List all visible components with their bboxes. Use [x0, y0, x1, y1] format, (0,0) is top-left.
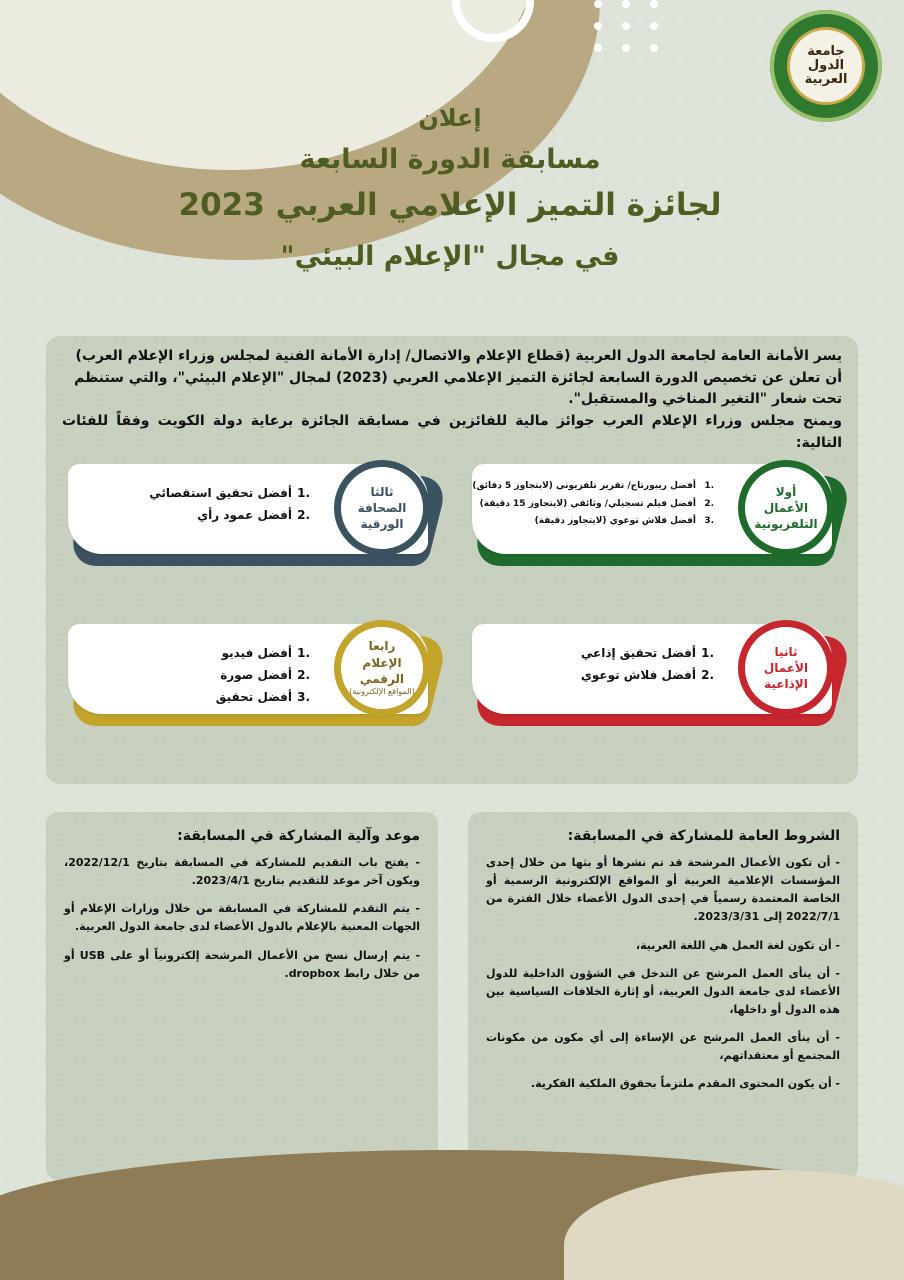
- badge-title-line-1: الأعمال: [763, 660, 809, 675]
- badge-order: ثالثا: [370, 484, 394, 499]
- timeline-title: موعد وآلية المشاركة في المسابقة:: [177, 828, 420, 844]
- announcement-titles: [150, 104, 750, 272]
- badge-title-line-1: الإعلام الرقمي: [359, 655, 405, 686]
- badge-title-line-2: الورقية: [360, 517, 404, 532]
- category-card-tv: [472, 464, 832, 554]
- digital-category-badge: [334, 620, 430, 716]
- tv-items-list: [472, 478, 714, 531]
- list-item: .3أفضل تحقيق: [215, 690, 310, 705]
- intro-line-4: ويمنح مجلس وزراء الإعلام العرب جوائز مالية للفائزين في مسابقة الجائزة برعاية دولة الكويت وفقاً للفئات التالية:: [62, 413, 842, 451]
- tv-category-badge: [738, 460, 834, 556]
- intro-line-1: يسر الأمانة العامة لجامعة الدول العربية (قطاع الإعلام والاتصال/ إدارة الأمانة الفنية لمجلس وزراء الإعلام العرب): [75, 348, 842, 364]
- list-item: .2أفضل عمود رأي: [197, 508, 310, 523]
- timeline-item: - يتم التقدم للمشاركة في المسابقة من خلال وزارات الإعلام أو الجهات المعنية بالإعلام بالدول الأعضاء لدى جامعة الدول العربية.: [64, 902, 420, 934]
- list-item: .1أفضل تحقيق استقصائي: [149, 486, 310, 500]
- title-competition: مسابقة الدورة السابعة: [299, 144, 601, 175]
- condition-item: - أن ينأى العمل المرشح عن التدخل في الشؤون الداخلية للدول الأعضاء لدى جامعة الدول العربية، أو إثارة الخلافات السياسية بين هذه الدول أو داخلها،: [486, 966, 840, 1016]
- badge-order: رابعا: [368, 639, 396, 654]
- badge-order: ثانيا: [774, 644, 798, 659]
- category-card-radio: [472, 624, 832, 714]
- condition-item: - أن تكون الأعمال المرشحة قد تم نشرها أو بثها من خلال إحدى المؤسسات الإعلامية العربية أو المواقع الإلكترونية الرسمية أو الخاصة المعتمدة رسمياً في إحدى الدول الأعضاء خلال الفترة من 2022/7/1 إلى 2023/3/31.: [486, 856, 840, 924]
- list-item: .2أفضل فيلم تسجيلي/ وثائقي (لايتجاوز 15 دقيقة): [479, 498, 714, 509]
- press-category-badge: [334, 460, 430, 556]
- condition-item: - أن ينأى العمل المرشح عن الإساءة إلى أي مكون من مكونات المجتمع أو معتقداتهم،: [486, 1031, 840, 1063]
- title-field: في مجال "الإعلام البيئي": [280, 241, 620, 272]
- badge-title-line-2: التلفزيونية: [754, 517, 818, 532]
- radio-items-list: [581, 642, 714, 686]
- badge-title-line-1: الصحافة: [357, 500, 407, 515]
- timeline-item: - يتم إرسال نسخ من الأعمال المرشحة إلكترونياً أو على USB أو من خلال رابط dropbox.: [64, 948, 421, 980]
- decorative-dots-icon: [588, 0, 658, 52]
- categories-panel: [46, 336, 858, 784]
- intro-line-2: أن تعلن عن تخصيص الدورة السابعة لجائزة التميز الإعلامي العربي (2023) لمجال "الإعلام البيئي"، والتي ستنظم: [74, 369, 842, 386]
- category-card-press: [68, 464, 428, 554]
- conditions-title: الشروط العامة للمشاركة في المسابقة:: [567, 828, 840, 844]
- list-item: .2أفضل فلاش توعوي: [580, 668, 714, 683]
- title-announcement: إعلان: [418, 104, 482, 132]
- list-item: .3أفضل فلاش توعوي (لايتجاوز دقيقة): [534, 516, 714, 527]
- badge-title-line-2: الإذاعية: [764, 677, 808, 692]
- press-items-list: [149, 482, 310, 526]
- condition-item: - أن يكون المحتوى المقدم ملتزماً بحقوق الملكية الفكرية.: [530, 1077, 840, 1091]
- intro-text: [62, 346, 842, 454]
- title-award: لجائزة التميز الإعلامي العربي 2023: [178, 187, 722, 223]
- radio-category-badge: [738, 620, 834, 716]
- timeline-item: - يفتح باب التقديم للمشاركة في المسابقة بتاريخ 2022/12/1، ويكون آخر موعد للتقديم بتاريخ 2023/4/1.: [64, 856, 420, 888]
- intro-line-3: تحت شعار "التغير المناخي والمستقبل".: [568, 391, 842, 408]
- list-item: .1أفضل فيديو: [221, 646, 310, 660]
- category-card-digital: [68, 624, 428, 714]
- conditions-box: [468, 812, 858, 1180]
- badge-order: أولا: [775, 484, 797, 499]
- badge-title-line-1: الأعمال: [763, 500, 809, 515]
- condition-item: - أن تكون لغة العمل هي اللغة العربية،: [635, 938, 840, 952]
- list-item: .1أفضل تحقيق إذاعي: [580, 646, 714, 660]
- badge-subtitle: (المواقع الإلكترونية): [349, 686, 415, 696]
- arab-league-logo: [770, 10, 882, 122]
- logo-text: جامعة الدول العربية: [787, 27, 865, 105]
- timeline-box: [46, 812, 438, 1180]
- digital-items-list: [216, 642, 310, 709]
- list-item: .2أفضل صورة: [220, 668, 310, 683]
- list-item: .1أفضل ريبورتاج/ تقرير تلفزيوني (لايتجاوز 5 دقائق): [472, 481, 714, 491]
